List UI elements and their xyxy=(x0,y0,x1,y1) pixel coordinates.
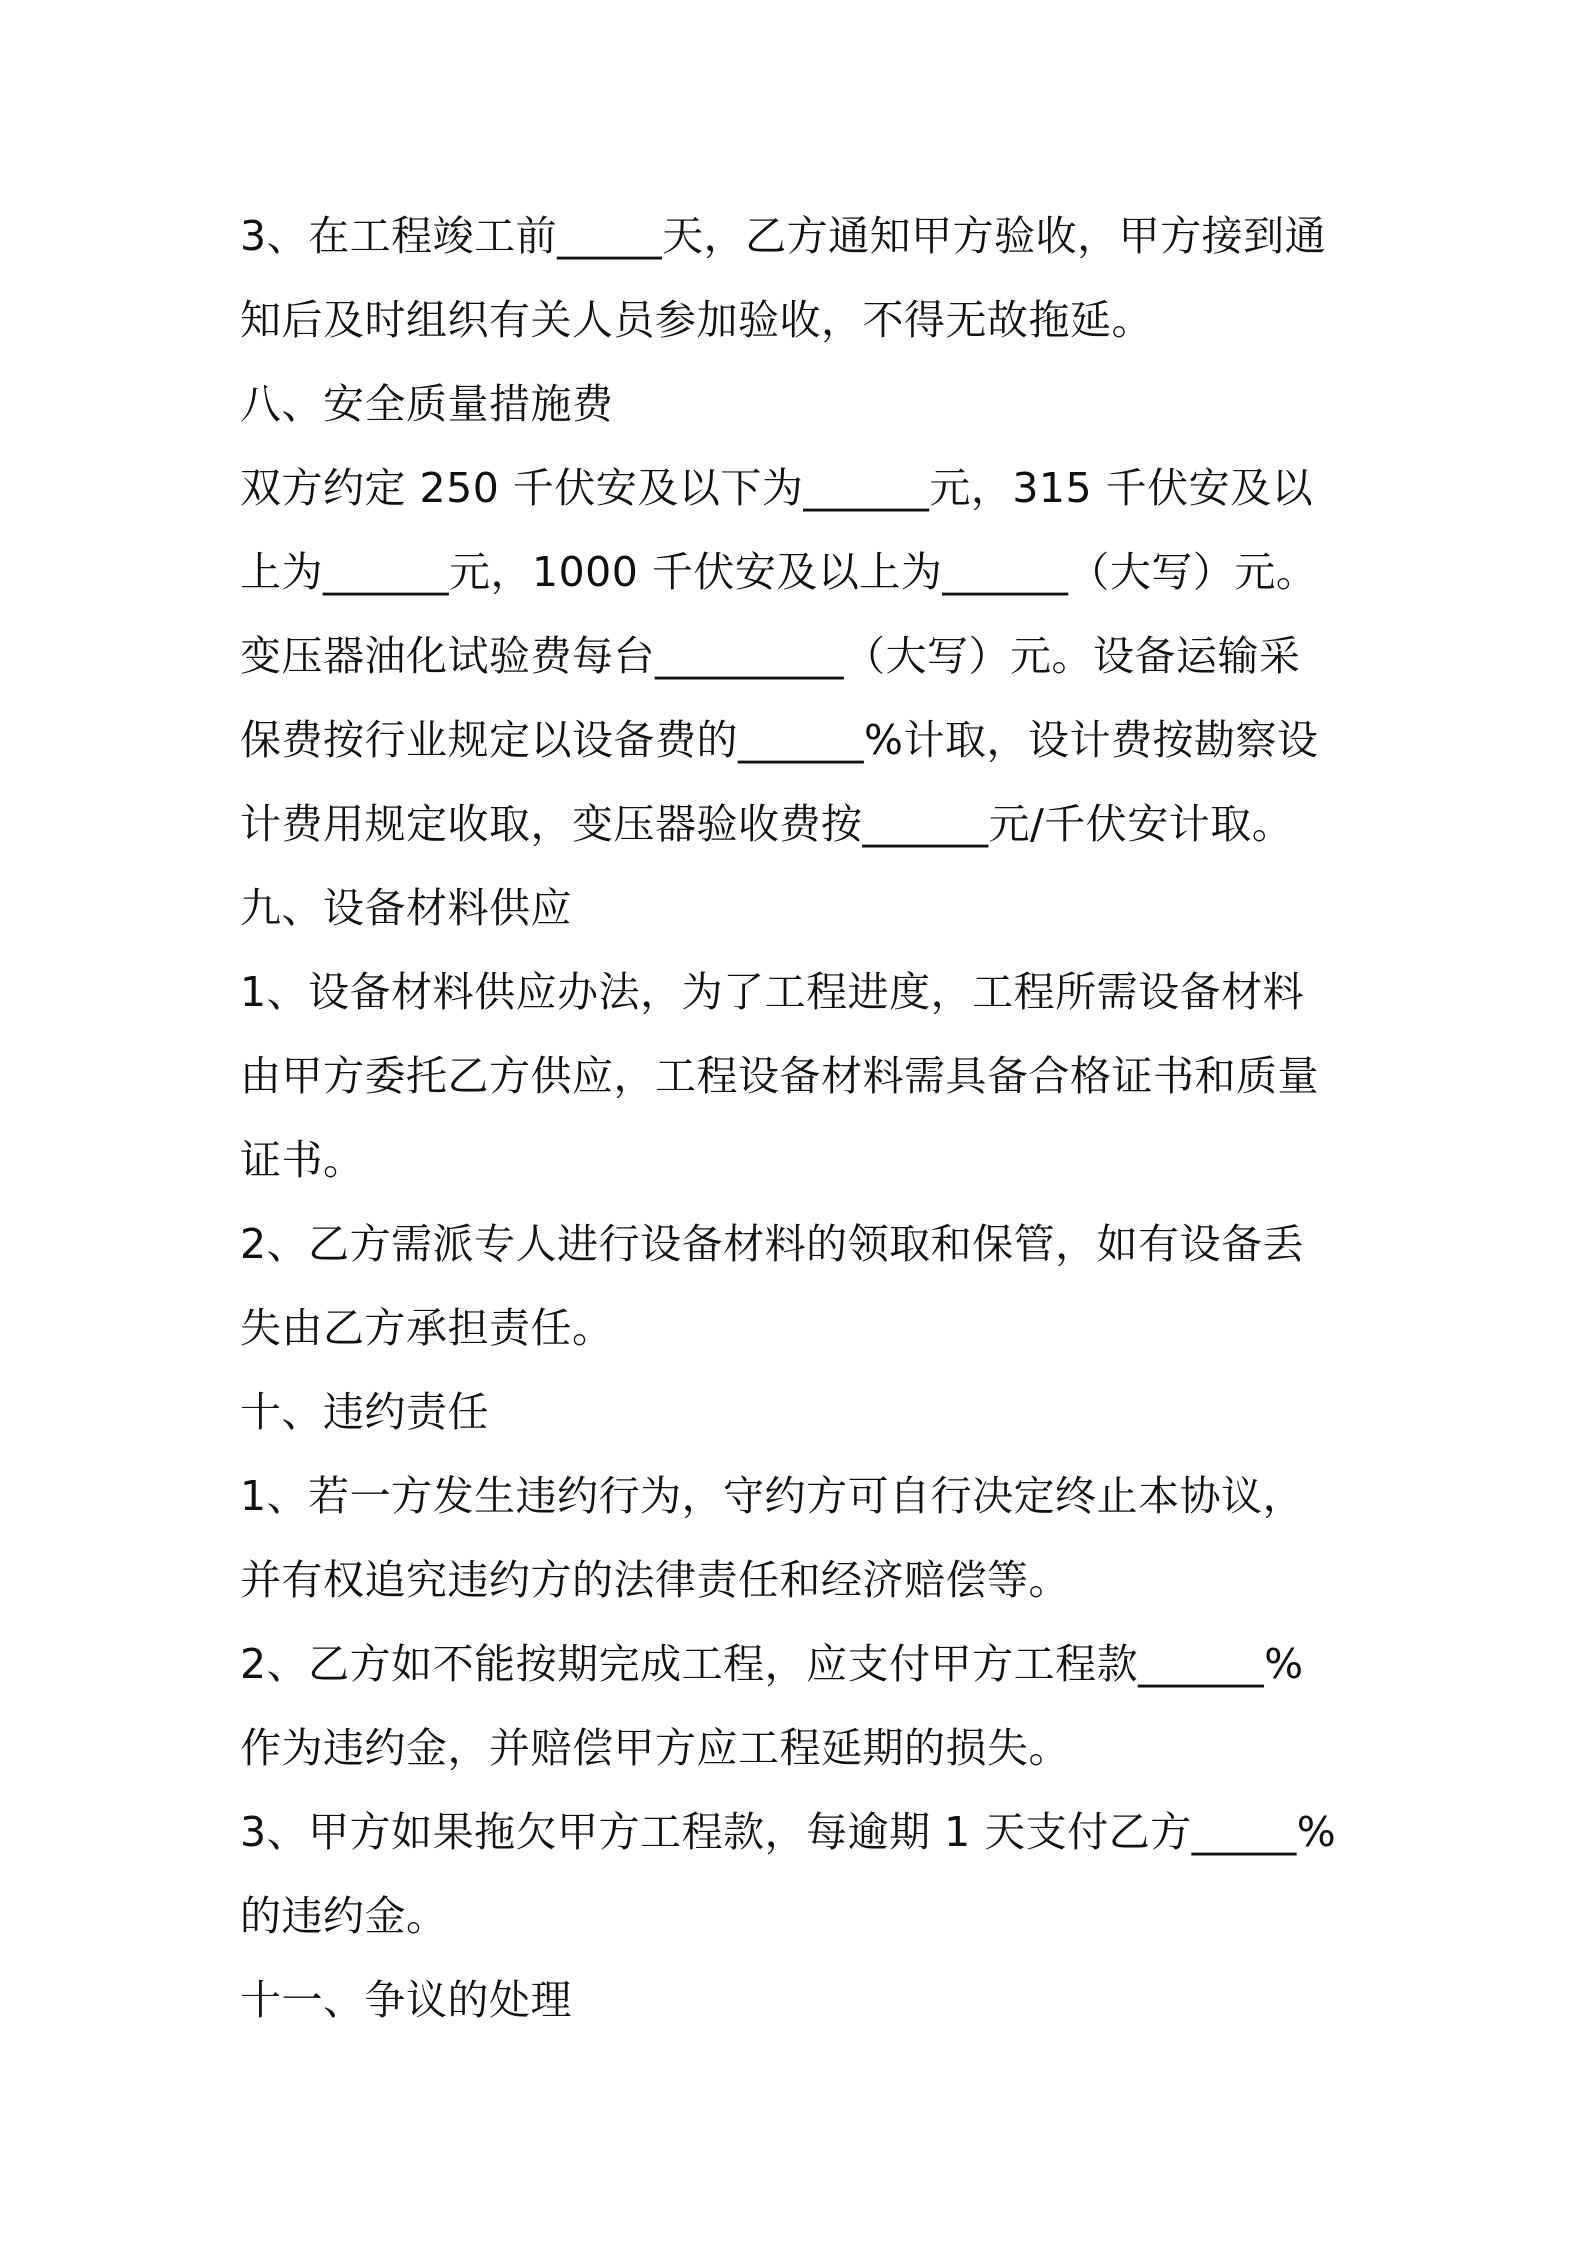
text-line: 双方约定 250 千伏安及以下为______元，315 千伏安及以 xyxy=(240,464,1314,512)
text-line: 知后及时组织有关人员参加验收，不得无故拖延。 xyxy=(240,296,1153,344)
section-heading: 十、违约责任 xyxy=(240,1388,489,1436)
text-line: 1、若一方发生违约行为，守约方可自行决定终止本协议， xyxy=(240,1472,1305,1520)
text-line: 变压器油化试验费每台_________（大写）元。设备运输采 xyxy=(240,632,1301,680)
text-line: 3、在工程竣工前_____天，乙方通知甲方验收，甲方接到通 xyxy=(240,212,1327,260)
text-line: 证书。 xyxy=(240,1136,365,1184)
section-heading: 十一、争议的处理 xyxy=(240,1976,572,2024)
text-line: 2、乙方如不能按期完成工程，应支付甲方工程款______% xyxy=(240,1640,1304,1688)
text-line: 上为______元，1000 千伏安及以上为______（大写）元。 xyxy=(240,548,1318,596)
text-line: 3、甲方如果拖欠甲方工程款，每逾期 1 天支付乙方_____% xyxy=(240,1808,1337,1856)
text-line: 由甲方委托乙方供应，工程设备材料需具备合格证书和质量 xyxy=(240,1052,1319,1100)
section-heading: 八、安全质量措施费 xyxy=(240,380,614,428)
text-line: 并有权追究违约方的法律责任和经济赔偿等。 xyxy=(240,1556,1070,1604)
text-line: 失由乙方承担责任。 xyxy=(240,1304,614,1352)
text-line: 保费按行业规定以设备费的______%计取，设计费按勘察设 xyxy=(240,716,1319,764)
text-line: 的违约金。 xyxy=(240,1892,448,1940)
document-body xyxy=(240,194,1360,2042)
text-line: 2、乙方需派专人进行设备材料的领取和保管，如有设备丢 xyxy=(240,1220,1305,1268)
text-line: 1、设备材料供应办法，为了工程进度，工程所需设备材料 xyxy=(240,968,1305,1016)
section-heading: 九、设备材料供应 xyxy=(240,884,572,932)
text-line: 作为违约金，并赔偿甲方应工程延期的损失。 xyxy=(240,1724,1070,1772)
text-line: 计费用规定收取，变压器验收费按______元/千伏安计取。 xyxy=(240,800,1294,848)
